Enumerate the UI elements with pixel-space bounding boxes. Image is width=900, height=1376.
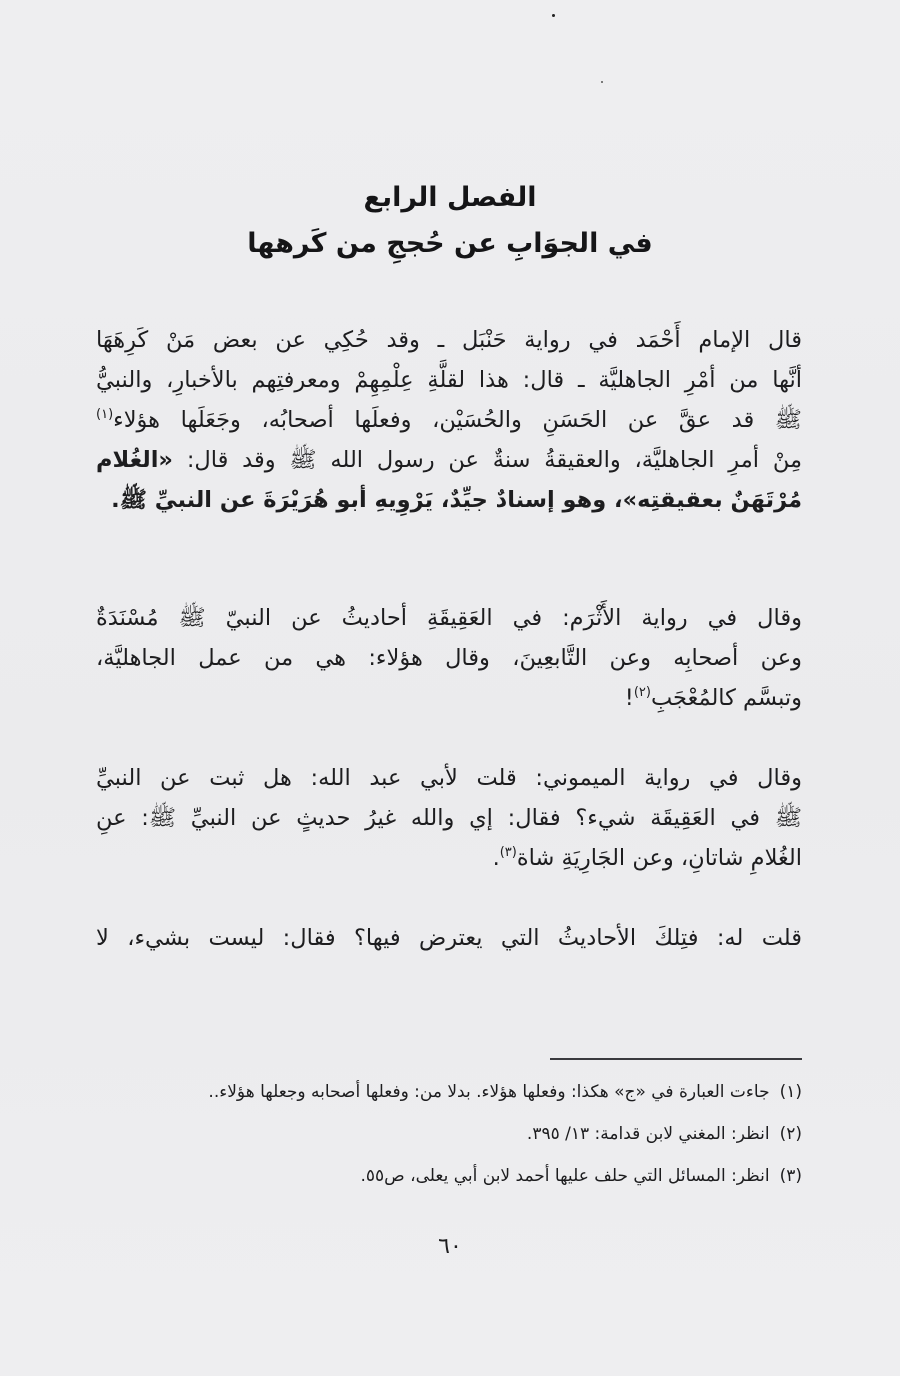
paragraph-2-line-1: وقال في رواية الأَثْرَم: في العَقِيقَةِ أحاديثُ عن النبيّ ﷺ مُسْنَدَةٌ (96, 605, 802, 631)
footnote-1-number: (١) (779, 1082, 802, 1102)
paragraph-1-line-5 (96, 482, 802, 518)
ink-speck (552, 14, 555, 17)
paragraph-1-line-1: قال الإمام أَحْمَد في رواية حَنْبَل ـ وقد حُكِي عن بعض مَنْ كَرِهَهَا (96, 327, 802, 353)
paragraph-2-trailing: ! (624, 685, 634, 711)
paragraph-1-line-4 (96, 442, 802, 478)
paragraph-2-line-2: وعن أصحابِه وعن التَّابعِينَ، وقال هؤلاء: هي من عمل الجاهليَّة، (96, 645, 802, 671)
footnote-separator (550, 1058, 802, 1060)
footnote-3-text: انظر: المسائل التي حلف عليها أحمد لابن أبي يعلى، ص٥٥. (360, 1166, 770, 1186)
paragraph-1-line-5-text: مُرْتَهَنٌ بعقيقتِه»، وهو إسنادٌ جيِّدٌ، يَرْوِيهِ أبو هُرَيْرَةَ عن النبيِّ ﷺ. (111, 487, 802, 513)
paragraph-4-line-1: قلت له: فتِلكَ الأحاديثُ التي يعترض فيها؟ فقال: ليست بشيء، لا (96, 925, 802, 951)
footnote-2-number: (٢) (779, 1124, 802, 1144)
paragraph-3-line-2: ﷺ في العَقِيقَة شيء؟ فقال: إي والله غيرُ حديثٍ عن النبيِّ ﷺ: عنِ (96, 805, 802, 831)
footnote-2-text: انظر: المغني لابن قدامة: ١٣/ ٣٩٥. (526, 1124, 770, 1144)
footnote-2 (96, 1120, 802, 1148)
footnote-ref-2[interactable]: (٢) (633, 685, 651, 700)
paragraph-2-line-3 (96, 680, 802, 716)
hadith-quote-start: «الغُلام (96, 447, 173, 473)
paragraph-3-trailing: . (492, 845, 500, 871)
paragraph-2-line-3-text: وتبسَّم كالمُعْجَبِ (650, 685, 802, 711)
paragraph-1-line-4-text: مِنْ أمرِ الجاهليَّة، والعقيقةُ سنةٌ عن رسول الله ﷺ وقد قال: (186, 447, 802, 473)
chapter-title: الفصل الرابع (363, 182, 537, 213)
chapter-subtitle: في الجوَابِ عن حُججِ من كَرهها (247, 228, 653, 259)
paragraph-1-line-2: أنَّها من أمْرِ الجاهليَّة ـ قال: هذا لقلَّةِ عِلْمِهِمْ ومعرفتِهم بالأخبارِ، والنبيُّ (96, 367, 802, 393)
footnote-3 (96, 1162, 802, 1190)
page-number: ٦٠ (438, 1234, 462, 1259)
footnote-1-text: جاءت العبارة في «ج» هكذا: وفعلها هؤلاء. بدلا من: وفعلها أصحابه وجعلها هؤلاء.. (208, 1082, 770, 1102)
footnote-1 (96, 1078, 802, 1106)
footnote-ref-1[interactable]: (١) (96, 407, 114, 422)
paragraph-3-line-3-text: الغُلامِ شاتانِ، وعن الجَارِيَةِ شاة (516, 845, 802, 871)
paragraph-3-line-1: وقال في رواية الميموني: قلت لأبي عبد الله: هل ثبت عن النبيِّ (96, 765, 802, 791)
footnote-ref-3[interactable]: (٣) (499, 845, 517, 860)
paragraph-3-line-3 (96, 840, 802, 876)
paragraph-1-line-3 (96, 402, 802, 438)
footnote-3-number: (٣) (779, 1166, 802, 1186)
paragraph-1-line-3-text: ﷺ قد عقَّ عن الحَسَنِ والحُسَيْن، وفعلَها أصحابُه، وجَعَلَها هؤلاء (113, 407, 802, 433)
ink-speck (601, 81, 603, 83)
